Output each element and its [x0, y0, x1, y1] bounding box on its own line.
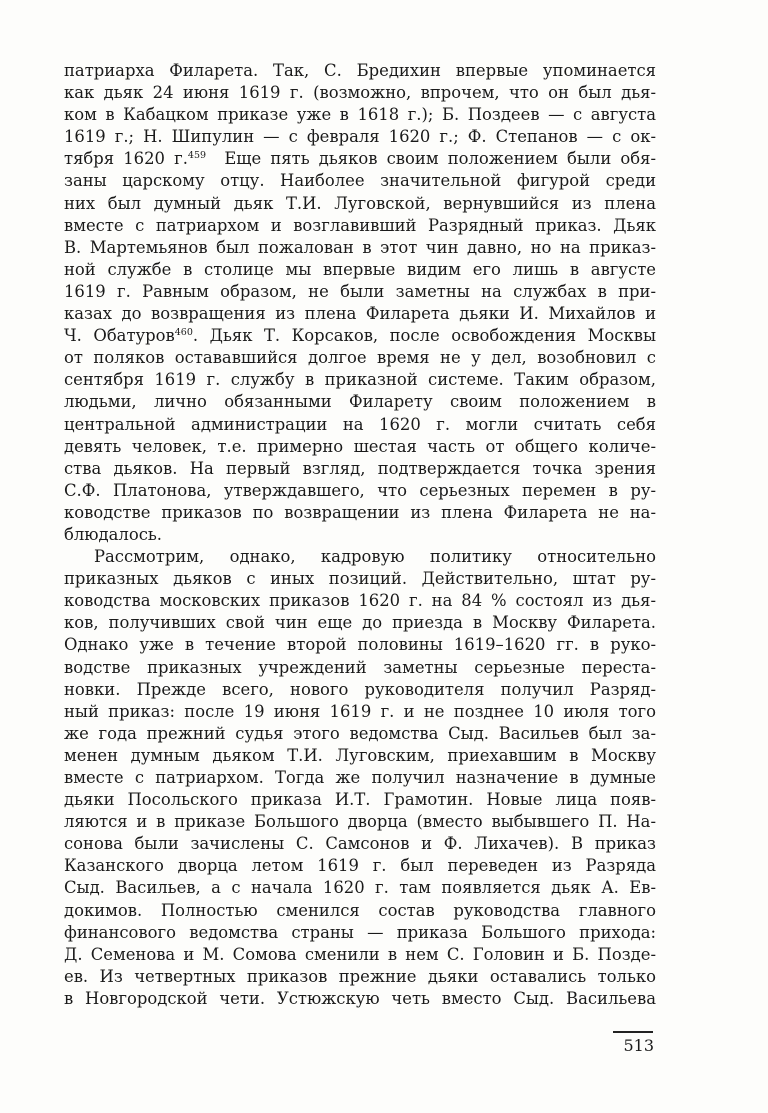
text-line: вместе с патриархом. Тогда же получил назначение в думные	[64, 768, 656, 787]
text-segment: Еще пять дьяков своим положением были обя-	[224, 149, 657, 169]
text-line: ной службе в столице мы впервые видим его лишь в августе	[64, 259, 656, 279]
text-line: ный приказ: после 19 июня 1619 г. и не позднее 10 июля того	[64, 701, 656, 721]
text-line: Д. Семенова и М. Сомова сменили в нем С. Головин и Б. Позде-	[64, 944, 656, 964]
text-line: ком в Кабацком приказе уже в 1618 г.); Б. Поздеев — с августа	[64, 105, 656, 125]
text-line: 1619 г. Равным образом, не были заметны на службах в при-	[64, 281, 656, 301]
text-line: приказных дьяков с иных позиций. Действительно, штат ру-	[64, 569, 656, 589]
paragraph-2	[64, 546, 656, 1010]
text-line: вместе с патриархом и возглавивший Разрядный приказ. Дьяк	[64, 215, 656, 235]
text-segment: . Дьяк Т. Корсаков, после освобождения Москвы	[192, 326, 656, 346]
text-line: докимов. Полностью сменился состав руководства главного	[64, 900, 656, 920]
text-line: менен думным дьяком Т.И. Луговским, приехавшим в Москву	[64, 745, 656, 765]
text-line: людьми, лично обязанными Филарету своим положением в	[64, 392, 656, 412]
text-line: блюдалось.	[64, 524, 163, 544]
text-line: водстве приказных учреждений заметны серьезные переста-	[64, 657, 656, 677]
text-line: как дьяк 24 июня 1619 г. (возможно, впрочем, что он был дья-	[64, 83, 656, 103]
page-number-rule	[613, 1031, 653, 1033]
footnote-ref: 459	[187, 150, 207, 162]
text-line: В. Мартемьянов был пожалован в этот чин давно, но на приказ-	[64, 237, 656, 257]
text-line: ляются и в приказе Большого дворца (вместо выбывшего П. На-	[64, 812, 656, 832]
text-line: финансового ведомства страны — приказа Большого прихода:	[64, 922, 656, 942]
text-line: 1619 г.; Н. Шипулин — с февраля 1620 г.; Ф. Степанов — с ок-	[64, 127, 656, 147]
text-line: же года прежний судья этого ведомства Сыд. Васильев был за-	[64, 723, 656, 743]
text-line: ководстве приказов по возвращении из плена Филарета не на-	[64, 502, 656, 522]
text-line: новки. Прежде всего, нового руководителя получил Разряд-	[64, 679, 656, 699]
text-line: С.Ф. Платонова, утверждавшего, что серьезных перемен в ру-	[64, 480, 656, 500]
text-line: ков, получивших свой чин еще до приезда в Москву Филарета.	[64, 613, 656, 633]
text-line: центральной администрации на 1620 г. могли считать себя	[64, 414, 656, 434]
text-line: казах до возвращения из плена Филарета дьяки И. Михайлов и	[64, 304, 656, 324]
paragraph-1	[64, 60, 656, 546]
text-line: Рассмотрим, однако, кадровую политику относительно	[94, 547, 656, 567]
text-line: Сыд. Васильев, а с начала 1620 г. там появляется дьяк А. Ев-	[64, 878, 656, 898]
text-line: сонова были зачислены С. Самсонов и Ф. Лихачев). В приказ	[64, 834, 656, 854]
text-line	[64, 148, 656, 170]
text-line: сентября 1619 г. службу в приказной системе. Таким образом,	[64, 370, 656, 390]
text-segment: Ч. Обатуров	[64, 326, 175, 346]
text-line	[64, 325, 656, 347]
footnote-ref: 460	[174, 327, 193, 339]
text-line: в Новгородской чети. Устюжскую четь вместо Сыд. Васильева	[64, 988, 656, 1008]
text-line: ев. Из четвертных приказов прежние дьяки оставались только	[64, 966, 656, 986]
page-number: 513	[623, 1036, 654, 1055]
text-line: ководства московских приказов 1620 г. на 84 % состоял из дья-	[64, 591, 656, 611]
text-line: от поляков остававшийся долгое время не у дел, возобновил с	[64, 348, 656, 368]
text-line: Однако уже в течение второй половины 1619–1620 гг. в руко-	[64, 635, 656, 655]
text-line: них был думный дьяк Т.И. Луговской, вернувшийся из плена	[64, 193, 656, 213]
text-line: заны царскому отцу. Наиболее значительной фигурой среди	[64, 171, 656, 191]
body-text	[64, 60, 656, 1010]
text-line: ства дьяков. На первый взгляд, подтверждается точка зрения	[64, 458, 656, 478]
text-line: дьяки Посольского приказа И.Т. Грамотин. Новые лица появ-	[64, 790, 656, 810]
text-line: девять человек, т.е. примерно шестая часть от общего количе-	[64, 436, 656, 456]
text-segment: тября 1620 г.	[64, 149, 188, 169]
text-line: Казанского дворца летом 1619 г. был переведен из Разряда	[64, 856, 656, 876]
text-line: патриарха Филарета. Так, С. Бредихин впервые упоминается	[64, 61, 656, 80]
